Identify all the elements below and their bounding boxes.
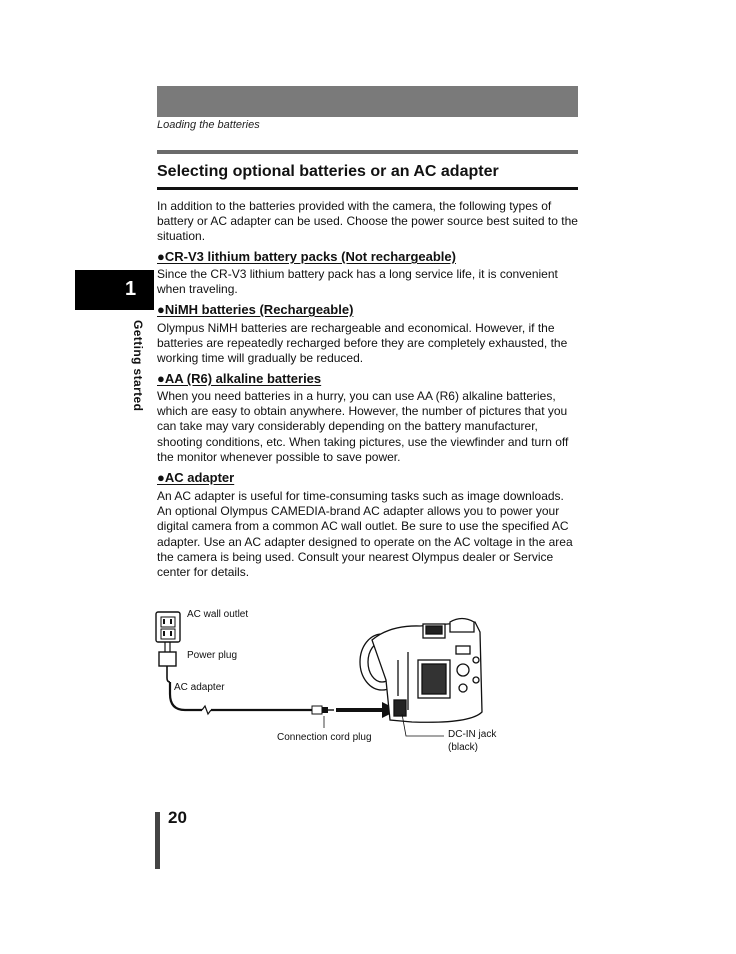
page-number: 20	[168, 808, 187, 827]
heading-alkaline: ●AA (R6) alkaline batteries	[157, 371, 322, 386]
title-top-rule	[157, 150, 578, 154]
intro-paragraph: In addition to the batteries provided with the camera, the following types of battery or AC adapter can be used. Choose the power source best suited to the situation.	[157, 199, 578, 244]
body-cr-v3: Since the CR-V3 lithium battery pack has a long service life, it is convenient when traveling.	[157, 267, 558, 297]
label-ac-adapter: AC adapter	[174, 682, 225, 693]
header-bar	[157, 86, 578, 117]
chapter-tab	[75, 270, 154, 310]
body-nimh: Olympus NiMH batteries are rechargeable and economical. However, if the batteries are repeatedly recharged before they are completely exhausted, the working time will gradually be reduced.	[157, 321, 568, 366]
section-label: Loading the batteries	[157, 119, 260, 131]
body-ac-adapter: An AC adapter is useful for time-consuming tasks such as image downloads. An optional Olympus CAMEDIA-brand AC adapter allows you to power your digital camera from a common AC wall outlet. Be sure to use the specified AC adapter. Use an AC adapter designed to operate on the AC voltage in the area the camera is being used. Consult your nearest Olympus dealer or Service center for details.	[157, 489, 573, 580]
camera-icon	[360, 619, 482, 723]
wall-outlet-icon	[156, 612, 180, 642]
power-plug-icon	[159, 642, 176, 666]
label-connection-cord-plug: Connection cord plug	[277, 732, 372, 743]
heading-cr-v3: ●CR-V3 lithium battery packs (Not rechargeable)	[157, 249, 456, 264]
chapter-number: 1	[125, 278, 137, 300]
title-bottom-rule	[157, 187, 578, 190]
connection-cord-plug-icon	[312, 706, 334, 714]
body-alkaline: When you need batteries in a hurry, you can use AA (R6) alkaline batteries, which are easy to obtain anywhere. However, the number of pictures that you can take may vary considerably depending on the battery manufacturer, shooting conditions, etc. When taking pictures, use the viewfinder and turn off the monitor whenever possible to save power.	[157, 389, 569, 464]
label-dc-in-jack: DC-IN jack	[448, 729, 497, 740]
label-power-plug: Power plug	[187, 650, 238, 661]
heading-nimh: ●NiMH batteries (Rechargeable)	[157, 302, 354, 317]
page-number-bar	[155, 812, 160, 869]
chapter-title: Getting started	[131, 320, 145, 412]
label-dc-in-color: (black)	[448, 742, 479, 753]
page-title: Selecting optional batteries or an AC adapter	[157, 163, 499, 180]
heading-ac-adapter: ●AC adapter	[157, 470, 235, 485]
label-wall-outlet: AC wall outlet	[187, 609, 249, 620]
